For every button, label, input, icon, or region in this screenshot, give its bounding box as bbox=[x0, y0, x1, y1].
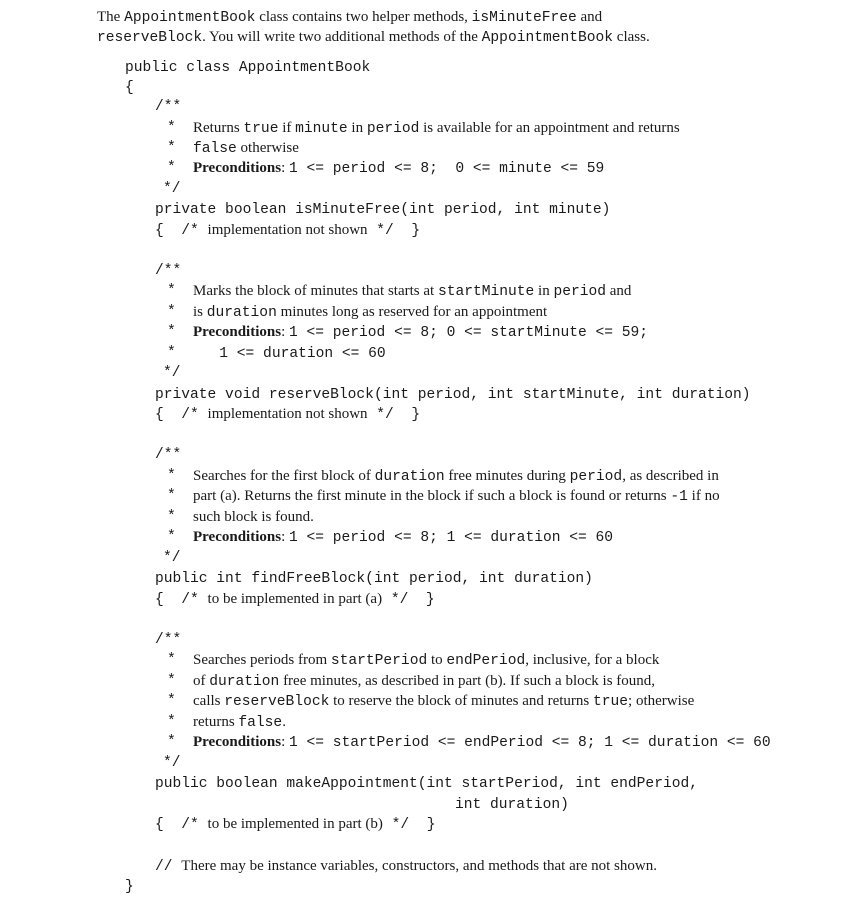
text-run: private void reserveBlock(int period, int startMinute, int duration) bbox=[155, 387, 751, 403]
text-run: Preconditions bbox=[193, 160, 282, 176]
doc-star: * bbox=[167, 673, 176, 689]
method1-body bbox=[155, 220, 420, 241]
text-run: period bbox=[366, 121, 420, 137]
text-run: 1 <= period <= 8; 0 <= startMinute <= 59; bbox=[288, 325, 649, 341]
text-run: The bbox=[97, 9, 125, 25]
text-run: private boolean isMinuteFree(int period, int minute) bbox=[155, 202, 611, 218]
doc-star: * bbox=[167, 324, 176, 340]
class-open-brace bbox=[125, 77, 134, 98]
intro-line-2 bbox=[97, 27, 650, 48]
method4-preconditions bbox=[193, 732, 771, 753]
text-run: startPeriod bbox=[330, 653, 428, 669]
text-run: true bbox=[593, 694, 629, 710]
class-close-brace bbox=[125, 876, 134, 897]
text-run: There may be instance variables, constructors, and methods that are not shown. bbox=[181, 858, 657, 874]
text-run: */ } bbox=[367, 223, 421, 239]
text-run: false bbox=[193, 141, 237, 157]
text-run: Preconditions bbox=[193, 529, 282, 545]
text-run: true bbox=[243, 121, 279, 137]
text-run: */ } bbox=[382, 592, 435, 608]
method1-preconditions bbox=[193, 158, 604, 179]
text-run: free minutes during bbox=[444, 468, 570, 484]
text-run: if no bbox=[687, 488, 720, 504]
text-run: { bbox=[125, 80, 134, 96]
doc-star: * bbox=[167, 529, 176, 545]
text-run: Preconditions bbox=[193, 324, 282, 340]
method1-signature bbox=[155, 199, 610, 220]
method4-signature-line-2 bbox=[455, 794, 569, 815]
doc-star: * bbox=[167, 488, 176, 504]
method1-doc-line-1 bbox=[193, 118, 680, 139]
doc-star: * bbox=[167, 734, 176, 750]
text-run: : bbox=[281, 160, 289, 176]
method2-doc-line-1 bbox=[193, 281, 631, 302]
method3-body bbox=[155, 589, 435, 610]
text-run: : bbox=[281, 529, 289, 545]
doc-comment-close: */ bbox=[163, 181, 181, 197]
text-run: Searches for the first block of bbox=[193, 468, 375, 484]
text-run: reserveBlock bbox=[224, 694, 330, 710]
method3-doc-line-1 bbox=[193, 466, 719, 487]
text-run: minute bbox=[295, 121, 348, 137]
text-run: to bbox=[427, 652, 447, 668]
method4-doc-line-1 bbox=[193, 650, 659, 671]
text-run: 1 <= period <= 8; 1 <= duration <= 60 bbox=[288, 530, 614, 546]
text-run: { /* bbox=[155, 223, 208, 239]
text-run: , as described in bbox=[622, 468, 719, 484]
text-run: int duration) bbox=[455, 797, 569, 813]
method4-doc-line-2 bbox=[193, 671, 655, 692]
text-run: { /* bbox=[155, 407, 208, 423]
text-run: public int findFreeBlock(int period, int duration) bbox=[155, 571, 593, 587]
doc-comment-open: /** bbox=[155, 447, 182, 463]
text-run: , inclusive, for a block bbox=[525, 652, 660, 668]
text-run: implementation not shown bbox=[207, 222, 368, 238]
doc-star: * bbox=[167, 468, 176, 484]
text-run: to be implemented in part (a) bbox=[207, 591, 383, 607]
trailing-comment bbox=[155, 856, 657, 877]
text-run: endPeriod bbox=[446, 653, 526, 669]
text-run: in bbox=[347, 120, 367, 136]
text-run: such block is found. bbox=[193, 509, 314, 525]
doc-comment-open: /** bbox=[155, 632, 182, 648]
text-run: { /* bbox=[155, 817, 208, 833]
text-run: AppointmentBook bbox=[481, 30, 614, 46]
text-run: period bbox=[553, 284, 607, 300]
text-run: 1 <= duration <= 60 bbox=[193, 346, 386, 362]
text-run: minutes long as reserved for an appointment bbox=[276, 304, 548, 320]
text-run: } bbox=[125, 879, 134, 895]
doc-star: * bbox=[167, 160, 176, 176]
text-run: : bbox=[281, 734, 289, 750]
text-run: // bbox=[155, 859, 182, 875]
text-run: and bbox=[576, 9, 603, 25]
doc-star: * bbox=[167, 283, 176, 299]
doc-comment-close: */ bbox=[163, 755, 181, 771]
text-run: is available for an appointment and returns bbox=[419, 120, 680, 136]
text-run: Marks the block of minutes that starts at bbox=[193, 283, 438, 299]
class-declaration bbox=[125, 57, 370, 78]
text-run: duration bbox=[206, 305, 277, 321]
text-run: isMinuteFree bbox=[471, 10, 577, 26]
text-run: returns bbox=[193, 714, 239, 730]
doc-star: * bbox=[167, 714, 176, 730]
doc-star: * bbox=[167, 652, 176, 668]
text-run: Returns bbox=[193, 120, 244, 136]
method1-doc-line-2 bbox=[193, 138, 299, 159]
method2-signature bbox=[155, 384, 751, 405]
text-run: Searches periods from bbox=[193, 652, 331, 668]
method4-doc-line-4 bbox=[193, 712, 286, 733]
doc-star: * bbox=[167, 693, 176, 709]
text-run: -1 bbox=[670, 489, 688, 505]
text-run: of bbox=[193, 673, 210, 689]
method3-doc-line-3 bbox=[193, 507, 314, 527]
doc-comment-close: */ bbox=[163, 550, 181, 566]
text-run: in bbox=[534, 283, 554, 299]
intro-line-1 bbox=[97, 7, 602, 28]
doc-star: * bbox=[167, 120, 176, 136]
text-run: to be implemented in part (b) bbox=[207, 816, 383, 832]
text-run: to reserve the block of minutes and returns bbox=[329, 693, 594, 709]
text-run: is bbox=[193, 304, 207, 320]
text-run: reserveBlock bbox=[97, 30, 203, 46]
method4-body bbox=[155, 814, 435, 835]
method2-doc-line-2 bbox=[193, 302, 547, 323]
method4-signature-line-1 bbox=[155, 773, 698, 794]
text-run: 1 <= period <= 8; 0 <= minute <= 59 bbox=[288, 161, 605, 177]
text-run: . bbox=[282, 714, 286, 730]
doc-comment-open: /** bbox=[155, 99, 182, 115]
text-run: : bbox=[281, 324, 289, 340]
text-run: class. bbox=[613, 29, 650, 45]
method4-doc-line-3 bbox=[193, 691, 694, 712]
method2-preconditions-cont bbox=[193, 343, 386, 364]
text-run: class contains two helper methods, bbox=[255, 9, 472, 25]
doc-star: * bbox=[167, 345, 176, 361]
text-run: . You will write two additional methods of the bbox=[202, 29, 482, 45]
method2-body bbox=[155, 404, 420, 425]
text-run: */ } bbox=[367, 407, 421, 423]
text-run: if bbox=[278, 120, 296, 136]
doc-comment-close: */ bbox=[163, 365, 181, 381]
doc-comment-open: /** bbox=[155, 263, 182, 279]
text-run: { /* bbox=[155, 592, 208, 608]
text-run: duration bbox=[374, 469, 445, 485]
doc-star: * bbox=[167, 304, 176, 320]
method2-preconditions bbox=[193, 322, 648, 343]
method3-doc-line-2 bbox=[193, 486, 720, 507]
text-run: false bbox=[238, 715, 283, 731]
text-run: and bbox=[606, 283, 632, 299]
text-run: public class AppointmentBook bbox=[125, 60, 371, 76]
text-run: */ } bbox=[382, 817, 436, 833]
doc-star: * bbox=[167, 509, 176, 525]
text-run: otherwise bbox=[236, 140, 299, 156]
text-run: Preconditions bbox=[193, 734, 282, 750]
doc-star: * bbox=[167, 140, 176, 156]
text-run: part (a). Returns the first minute in the block if such a block is found or returns bbox=[193, 488, 671, 504]
text-run: duration bbox=[209, 674, 280, 690]
text-run: implementation not shown bbox=[207, 406, 368, 422]
text-run: 1 <= startPeriod <= endPeriod <= 8; 1 <= duration <= 60 bbox=[288, 735, 771, 751]
method3-signature bbox=[155, 568, 593, 589]
method3-preconditions bbox=[193, 527, 613, 548]
text-run: period bbox=[569, 469, 623, 485]
text-run: free minutes, as described in part (b). If such a block is found, bbox=[279, 673, 656, 689]
text-run: AppointmentBook bbox=[124, 10, 256, 26]
text-run: calls bbox=[193, 693, 225, 709]
text-run: public boolean makeAppointment(int startPeriod, int endPeriod, bbox=[155, 776, 698, 792]
text-run: startMinute bbox=[437, 284, 535, 300]
text-run: ; otherwise bbox=[628, 693, 695, 709]
